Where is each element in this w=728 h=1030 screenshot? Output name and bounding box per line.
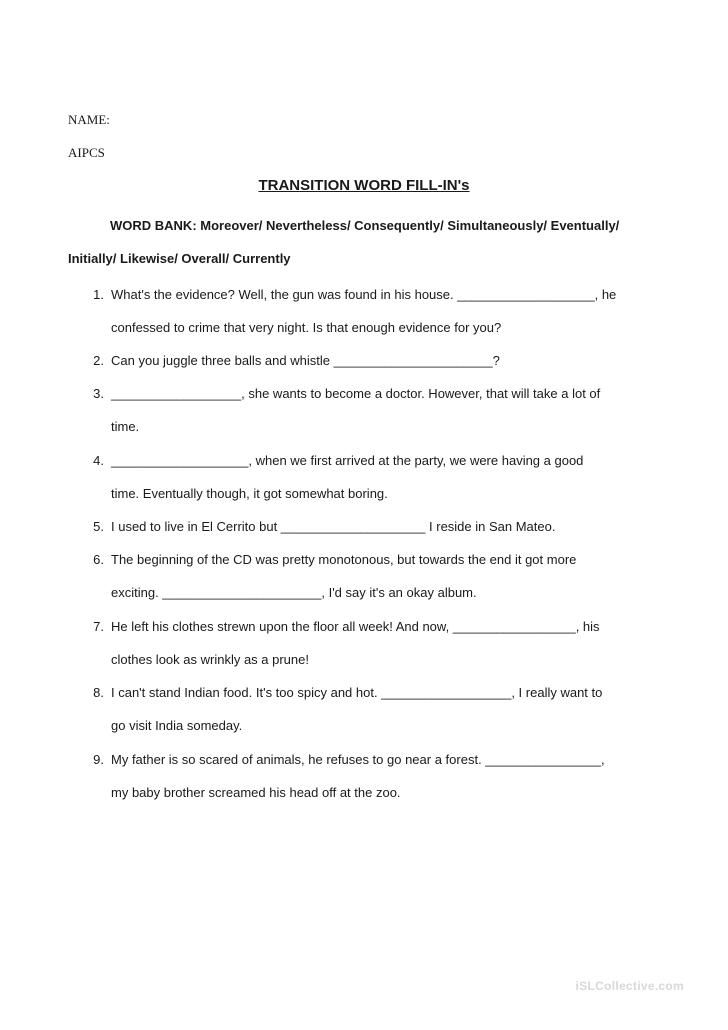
question-number: 5. (93, 519, 104, 534)
question-text-continued: time. (111, 419, 140, 434)
question-text-continued: confessed to crime that very night. Is that enough evidence for you? (111, 320, 502, 335)
question-text: I can't stand Indian food. It's too spicy and hot. __________________, I really want to (111, 685, 603, 700)
question-text-continued: exciting. ______________________, I'd say it's an okay album. (111, 585, 477, 600)
word-bank-line-1: WORD BANK: Moreover/ Nevertheless/ Consequently/ Simultaneously/ Eventually/ (110, 218, 620, 233)
question-text: Can you juggle three balls and whistle ______________________? (111, 353, 500, 368)
question-text: ___________________, when we first arrived at the party, we were having a good (111, 453, 584, 468)
question-text-continued: time. Eventually though, it got somewhat boring. (111, 486, 388, 501)
question-number: 6. (93, 552, 104, 567)
question-number: 4. (93, 453, 104, 468)
question-text: He left his clothes strewn upon the floor all week! And now, _________________, his (111, 619, 600, 634)
question-text-continued: go visit India someday. (111, 718, 243, 733)
question-text-continued: clothes look as wrinkly as a prune! (111, 652, 309, 667)
worksheet-title: TRANSITION WORD FILL-IN's (258, 177, 470, 194)
watermark-text: iSLCollective.com (575, 979, 684, 993)
question-number: 2. (93, 353, 104, 368)
question-text: My father is so scared of animals, he refuses to go near a forest. ________________, (111, 752, 605, 767)
question-text: The beginning of the CD was pretty monotonous, but towards the end it got more (111, 552, 577, 567)
question-number: 1. (93, 287, 104, 302)
question-number: 8. (93, 685, 104, 700)
question-text: __________________, she wants to become a doctor. However, that will take a lot of (111, 386, 601, 401)
school-label: AIPCS (68, 145, 105, 160)
name-label: NAME: (68, 112, 110, 127)
question-number: 3. (93, 386, 104, 401)
question-text: I used to live in El Cerrito but ____________________ I reside in San Mateo. (111, 519, 556, 534)
word-bank-line-2: Initially/ Likewise/ Overall/ Currently (68, 251, 291, 266)
question-number: 9. (93, 752, 104, 767)
question-text: What's the evidence? Well, the gun was found in his house. ___________________, he (111, 287, 617, 302)
question-number: 7. (93, 619, 104, 634)
question-text-continued: my baby brother screamed his head off at the zoo. (111, 785, 401, 800)
